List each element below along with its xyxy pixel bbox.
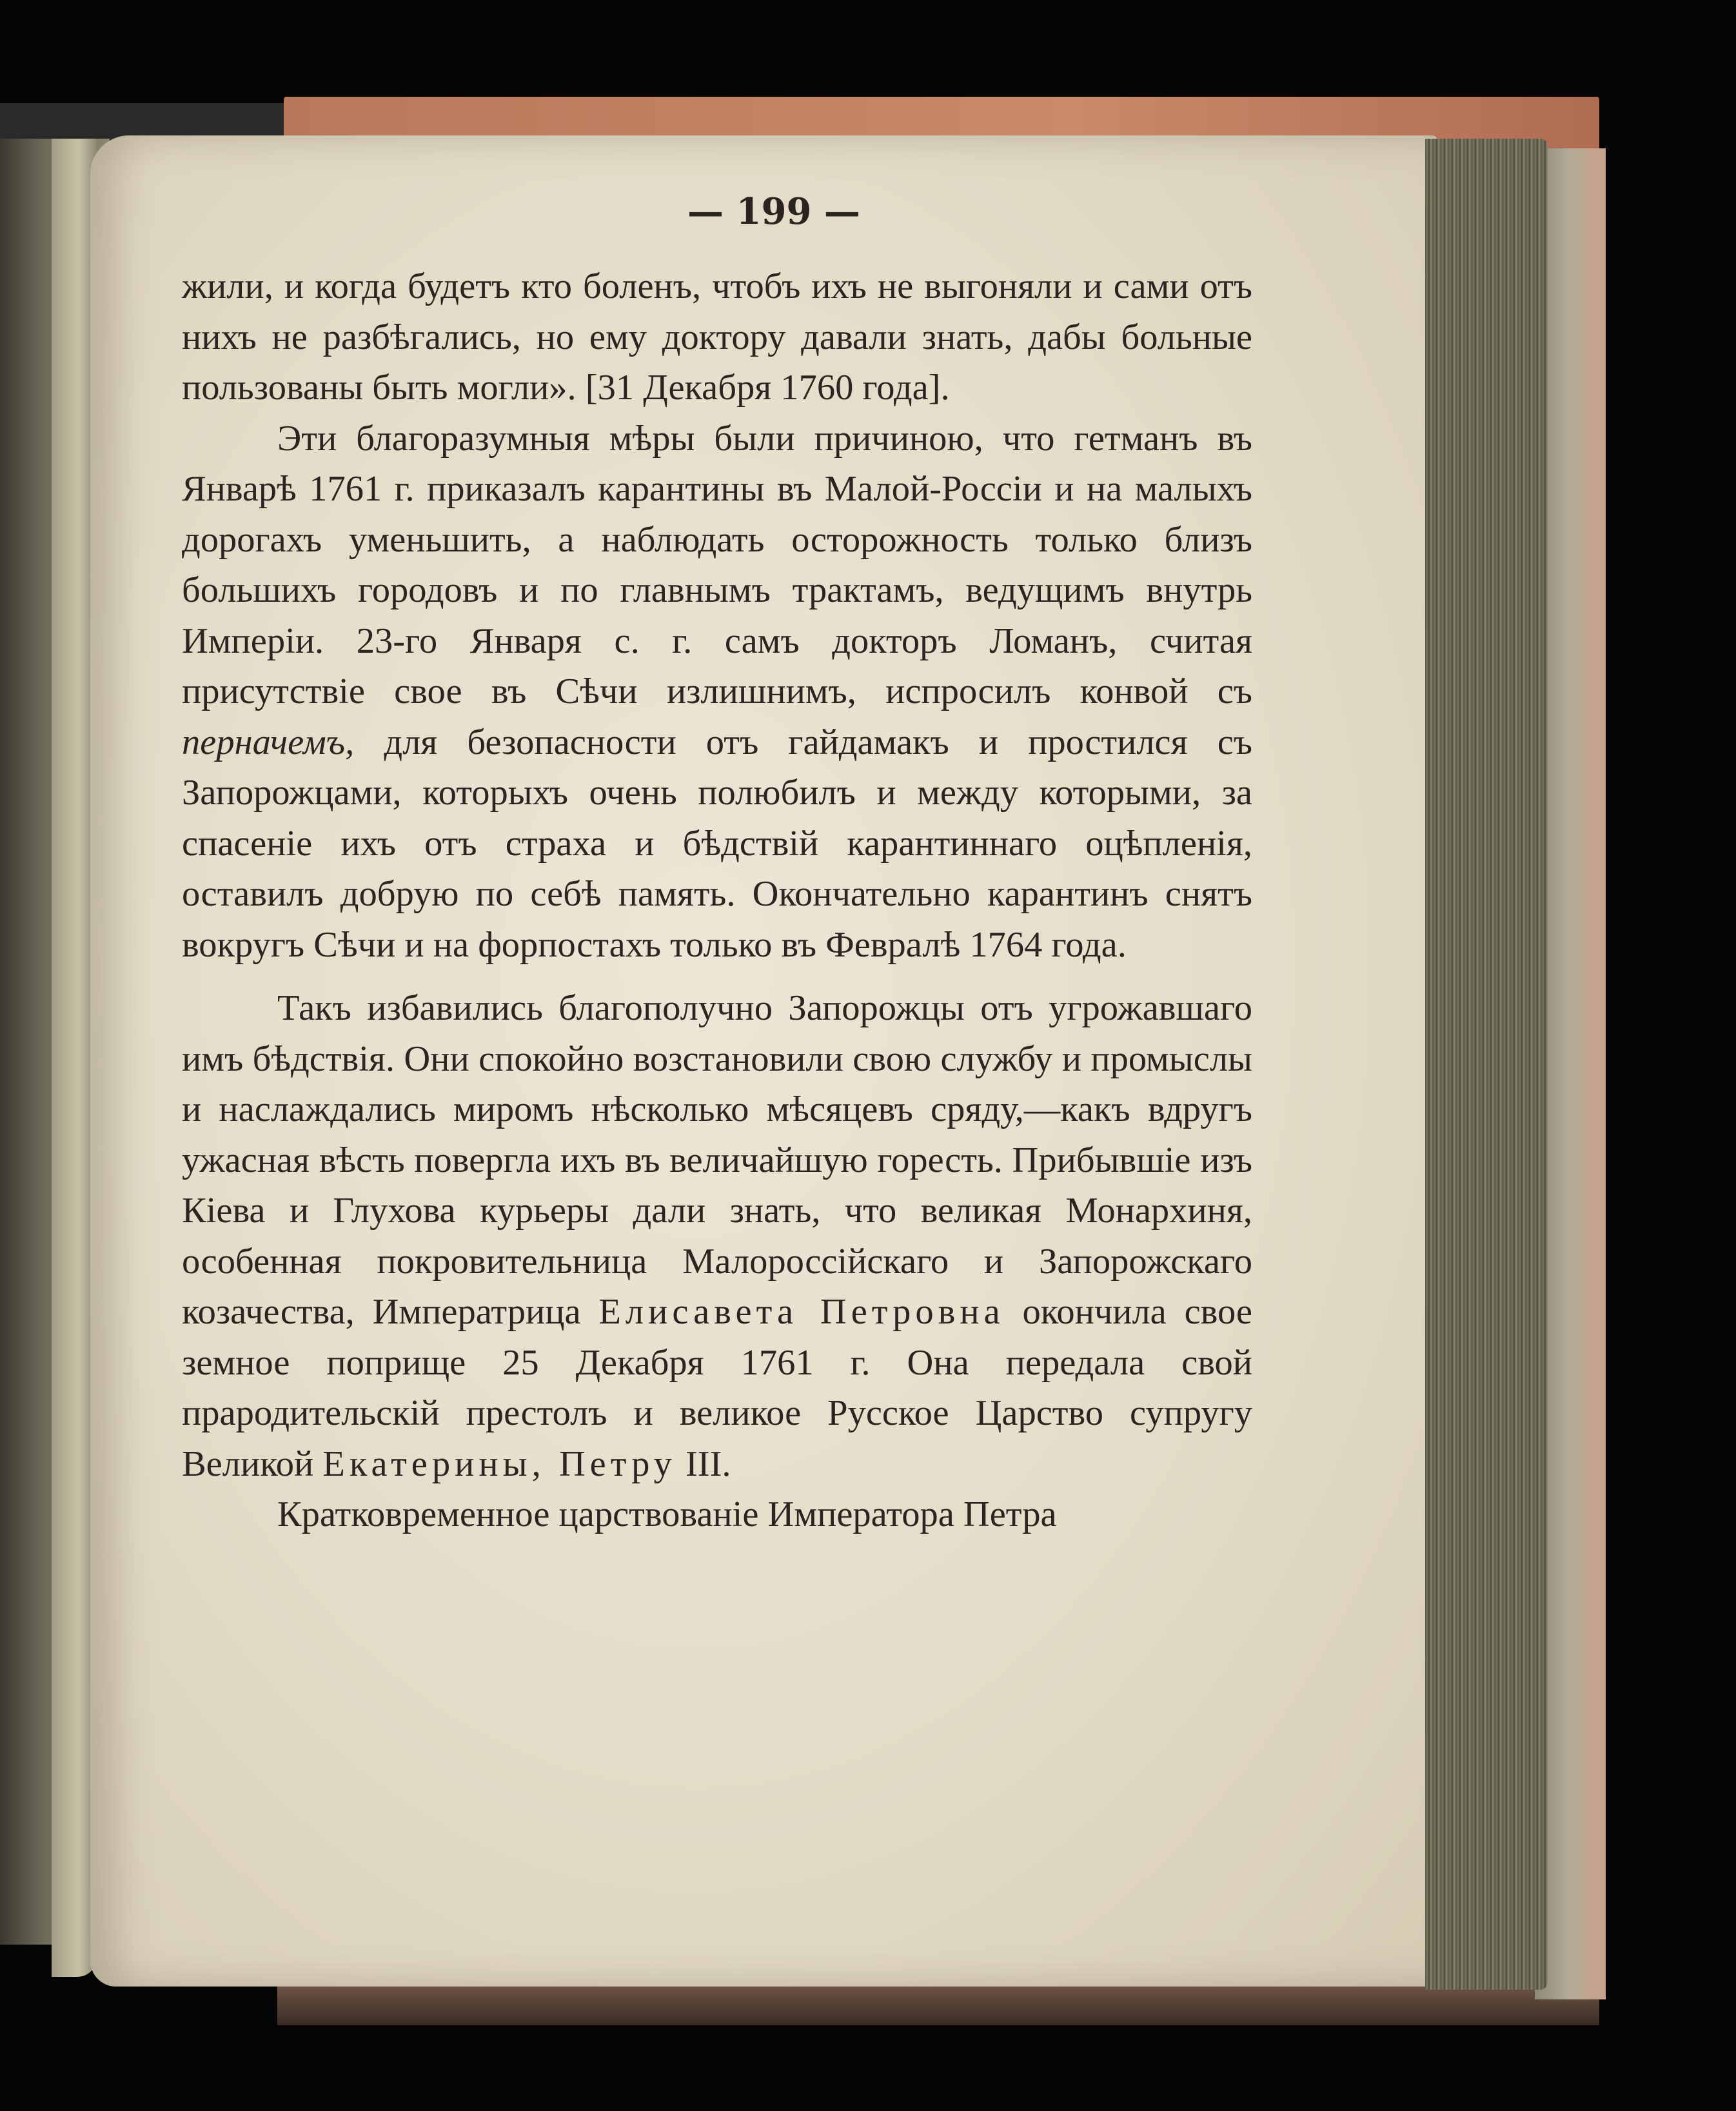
cover-bottom-edge (277, 1987, 1599, 2025)
page-number: — 199 — (687, 190, 860, 233)
text-segment: Эти благоразумныя мѣры были причиною, что гетманъ въ Январѣ 1761 г. приказалъ карантины въ Малой-Россiи и на малыхъ дорогахъ уменьшить, а наблюдать осторожность только близъ большихъ городовъ и по главнымъ трактамъ, ведущимъ внутрь Имперiи. 23-го Января с. г. самъ докторъ Ломанъ, считая присутствiе свое въ Сѣчи излишнимъ, испросилъ конвой съ (182, 418, 1252, 711)
text-segment: окончила свое земное поприще 25 Декабря 1761 г. Она передала свой прародительскiй престолъ и великое Русское Царство супругу Великой (182, 1292, 1252, 1484)
paragraph (182, 1489, 1252, 1540)
text-segment: Кратковременное царствованiе Императора Петра (277, 1494, 1057, 1534)
text-segment: Такъ избавились благополучно Запорожцы отъ угрожавшаго имъ бѣдствiя. Они спокойно возстановили свою службу и промыслы и наслаждались миромъ нѣсколько мѣсяцевъ сряду,—какъ вдругъ ужасная вѣсть повергла ихъ въ величайшую горесть. Прибывшiе изъ Кiева и Глухова курьеры дали знать, что великая Монархиня, особенная покровительница Малороссiйскаго и Запорожскаго козачества, Императрица (182, 988, 1252, 1332)
paragraph (182, 261, 1252, 413)
paragraph (182, 983, 1252, 1489)
page-stack-edges (1425, 139, 1548, 1990)
italic-term: перначемъ, (182, 722, 355, 762)
text-segment: жили, и когда будетъ кто боленъ, чтобъ ихъ не выгоняли и сами отъ нихъ не разбѣгались, но ему доктору давали знать, дабы больные пользованы быть могли». [31 Декабря 1760 года]. (182, 266, 1252, 408)
spaced-name: Екатерины, Петру (322, 1443, 676, 1484)
text-segment: III. (676, 1443, 731, 1484)
text-segment: для безопасности отъ гайдамакъ и простился съ Запорожцами, которыхъ очень полюбилъ и между которыми, за спасенiе ихъ отъ страха и бѣдствiй карантиннаго оцѣпленiя, оставилъ добрую по себѣ память. Окончательно карантинъ снятъ вокругъ Сѣчи и на форпостахъ только въ Февралѣ 1764 года. (182, 722, 1252, 965)
paragraph (182, 413, 1252, 971)
spaced-name: Елисавета Петровна (598, 1292, 1005, 1332)
page-text (182, 261, 1252, 1540)
